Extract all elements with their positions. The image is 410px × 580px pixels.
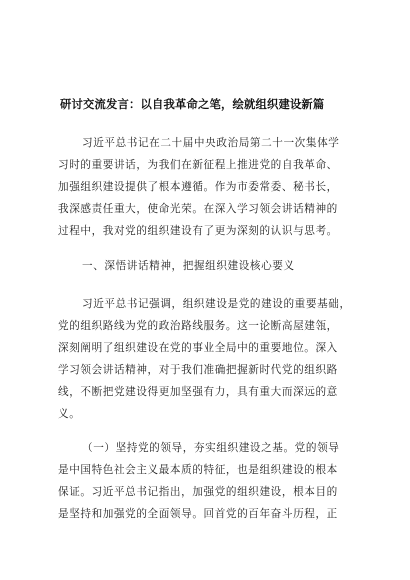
paragraph-3-line-1: （一）坚持党的领导，夯实组织建设之基。党的领导 [82, 442, 340, 454]
paragraph-2-line-4: 学习领会讲话精神，对于我们准确把握新时代党的组织路 [58, 364, 338, 376]
paragraph-1-line-5: 过程中，我对党的组织建设有了更为深刻的认识与思考。 [58, 225, 338, 237]
paragraph-2-line-6: 义。 [58, 408, 81, 420]
paragraph-2-line-5: 线，不断把党建设得更加坚强有力，具有重大而深远的意 [58, 386, 338, 398]
paragraph-1-line-3: 加强组织建设提供了根本遵循。作为市委常委、秘书长， [58, 181, 338, 193]
paragraph-2-line-3: 深刻阐明了组织建设在党的事业全局中的重要地位。深入 [58, 342, 338, 354]
paragraph-3-line-2: 是中国特色社会主义最本质的特征，也是组织建设的根本 [58, 464, 338, 476]
paragraph-1-line-2: 习时的重要讲话，为我们在新征程上推进党的自我革命、 [58, 159, 338, 171]
document-title: 研讨交流发言：以自我革命之笔，绘就组织建设新篇 [60, 97, 325, 111]
paragraph-2-line-1: 习近平总书记强调，组织建设是党的建设的重要基础， [82, 298, 351, 310]
paragraph-1-line-1: 习近平总书记在二十届中央政治局第二十一次集体学 [82, 137, 340, 149]
paragraph-3-line-3: 保证。习近平总书记指出，加强党的组织建设，根本目的 [58, 486, 338, 498]
paragraph-1-line-4: 我深感责任重大，使命光荣。在深入学习领会讲话精神的 [58, 203, 338, 215]
paragraph-2-line-2: 党的组织路线为党的政治路线服务。这一论断高屋建瓴， [58, 320, 338, 332]
section-1-heading: 一、深悟讲话精神，把握组织建设核心要义 [82, 260, 295, 272]
paragraph-3-line-4: 是坚持和加强党的全面领导。回首党的百年奋斗历程，正 [58, 508, 338, 520]
